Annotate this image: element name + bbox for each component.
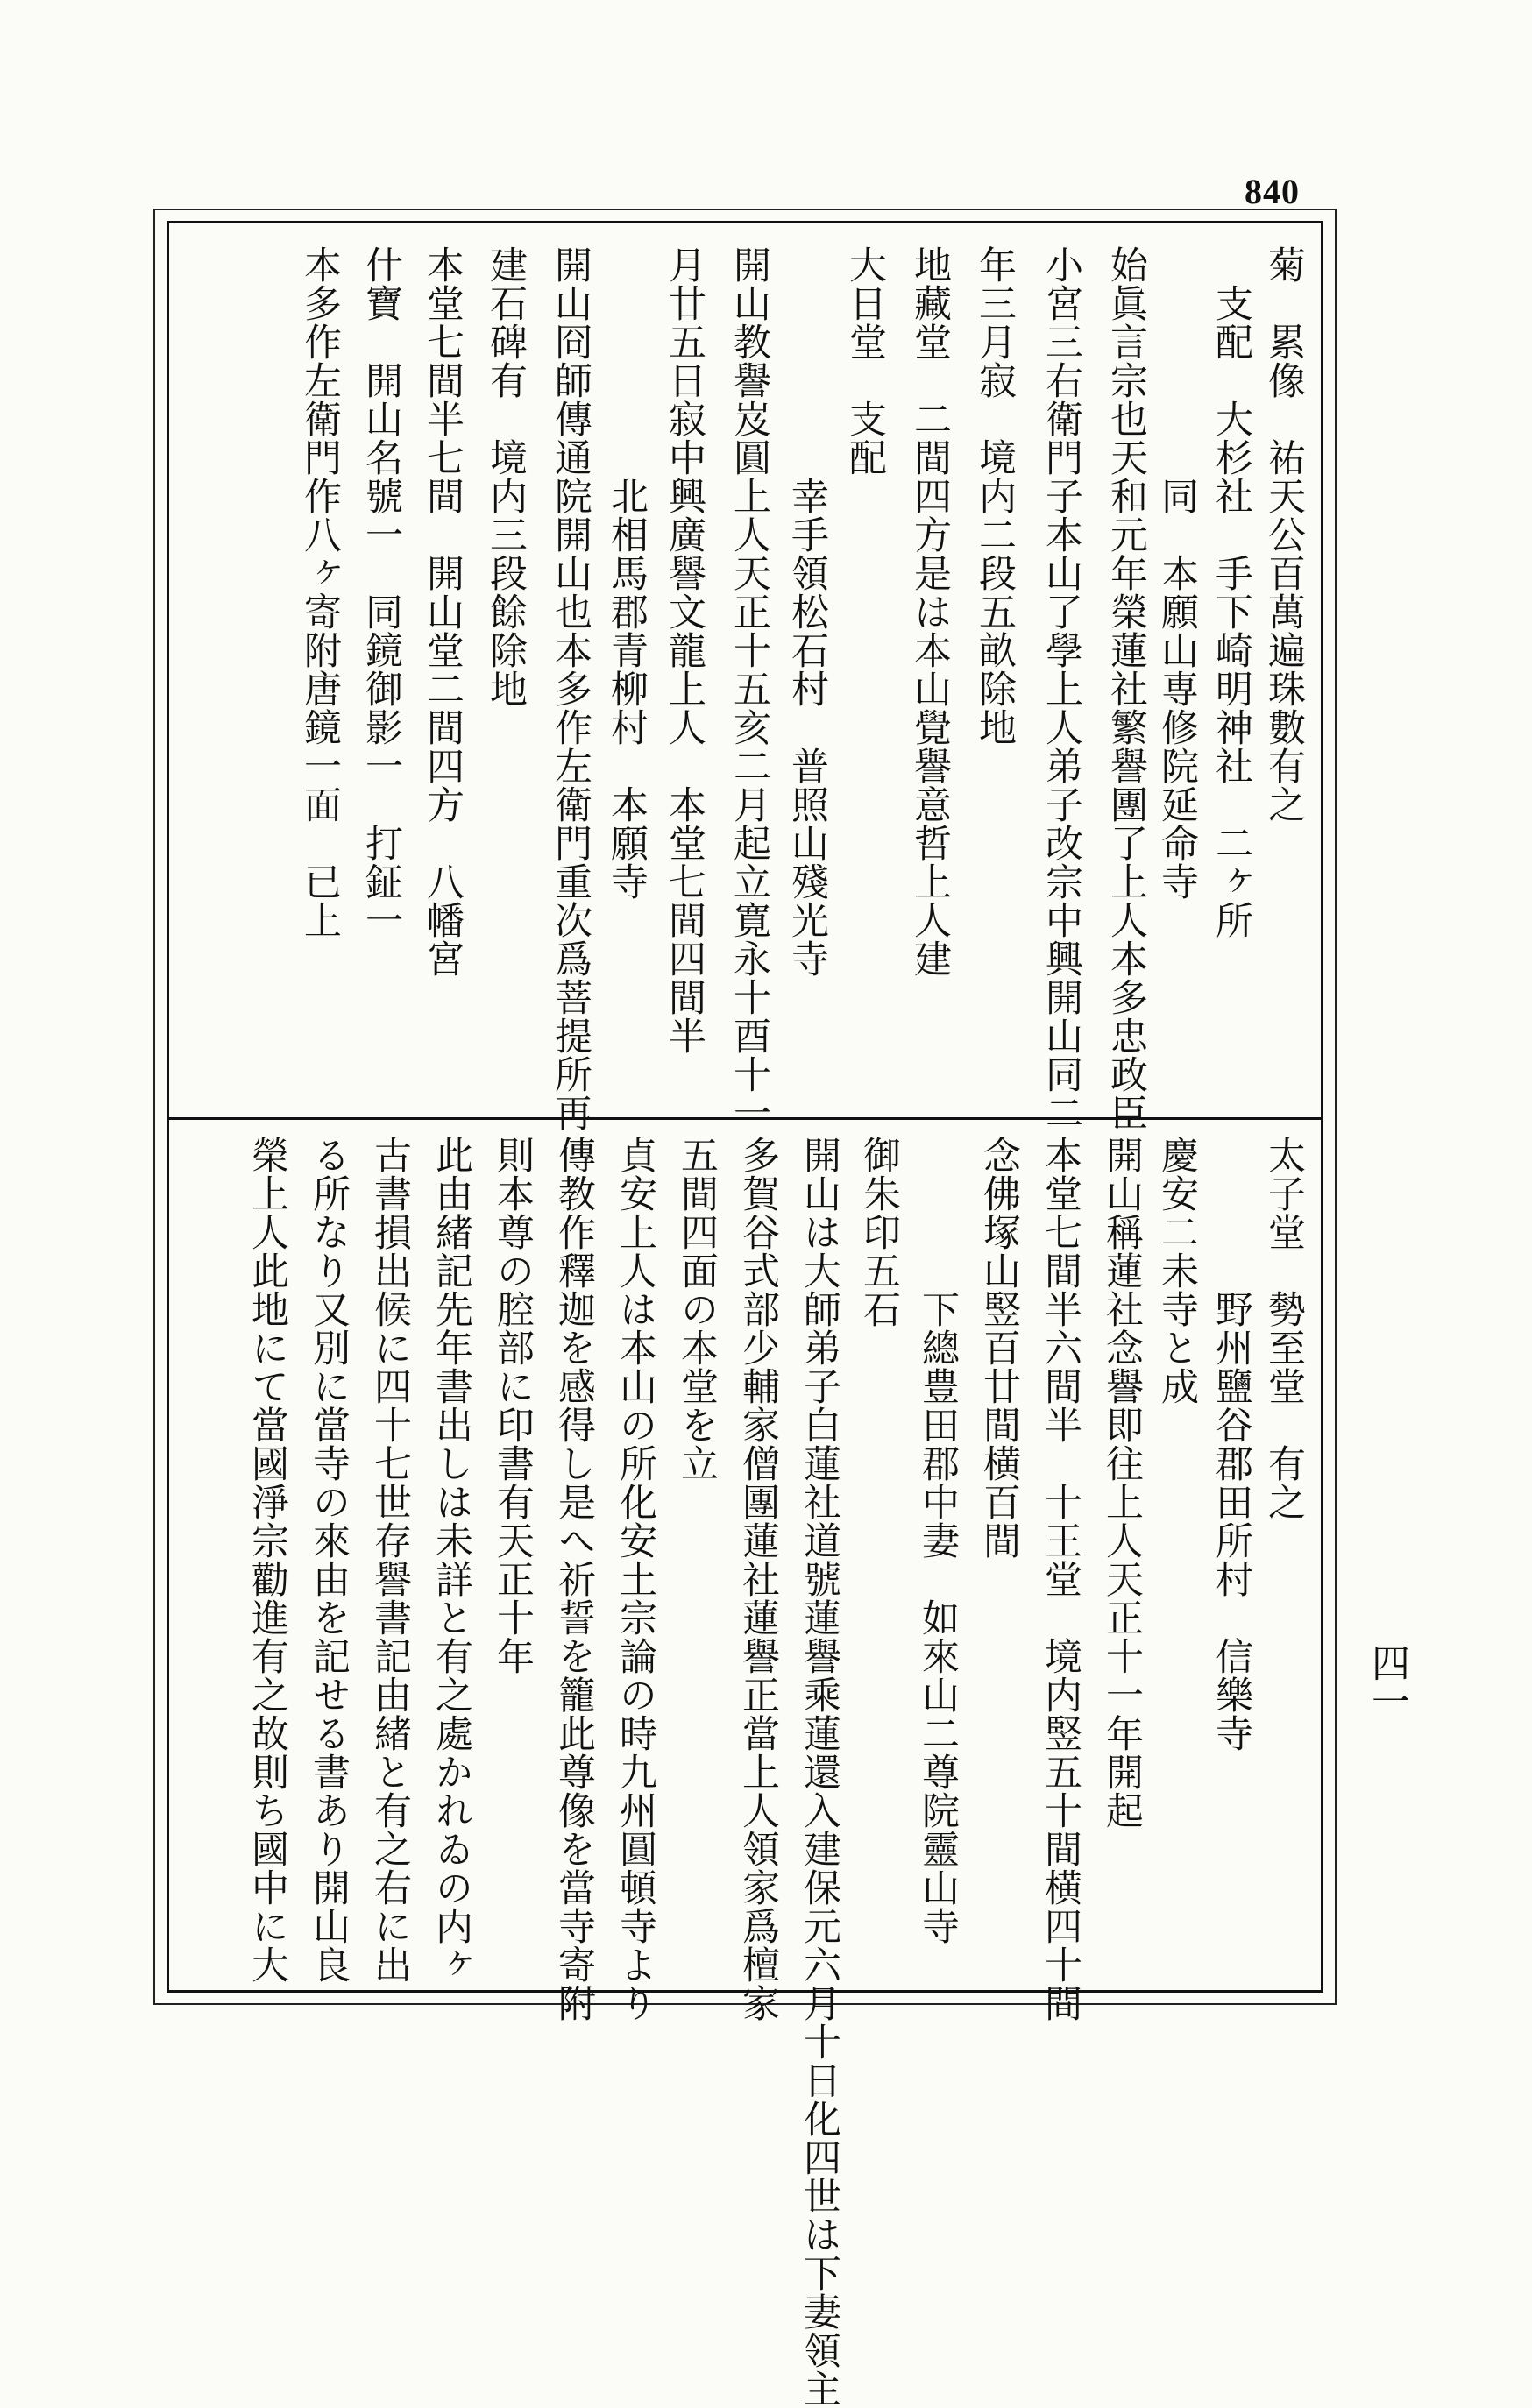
- side-page-label: 四一: [1365, 1643, 1409, 1720]
- text-column: 本堂七間半六間半 十王堂 境内竪五十間横四十間: [1039, 1136, 1082, 2022]
- text-column: 古書損出候に四十七世存譽書記由緒と有之右に出: [368, 1136, 412, 1984]
- text-column: 大日堂 支配: [843, 245, 887, 477]
- text-column: 小宮三右衛門子本山了學上人弟子改宗中興開山同二: [1039, 245, 1083, 1132]
- text-column: る所なり又別に當寺の來由を記せる書あり開山良: [307, 1136, 351, 1984]
- text-column: 建石碑有 境内三段餘除地: [484, 245, 528, 708]
- text-column: 本堂七間半七間 開山堂二間四方 八幡宮: [421, 245, 465, 978]
- text-column: 慶安二未寺と成: [1155, 1136, 1199, 1406]
- lower-text-block: [182, 1136, 1309, 2408]
- text-column: 此由緒記先年書出しは未詳と有之處かれゐの内ヶ: [429, 1136, 473, 1984]
- text-column: 北相馬郡青柳村 本願寺: [605, 245, 649, 901]
- text-column: 幸手領松石村 普照山殘光寺: [785, 245, 829, 978]
- text-column: 月廿五日寂中興廣譽文龍上人 本堂七間四間半: [663, 245, 706, 1055]
- text-column: 貞安上人は本山の所化安土宗論の時九州圓頓寺より: [614, 1136, 657, 2022]
- text-column: 則本尊の腔部に印書有天正十年: [491, 1136, 535, 1675]
- text-column: 同 本願山専修院延命寺: [1155, 245, 1199, 901]
- text-column: 多賀谷式部少輔家僧團蓮社蓮譽正當上人領家爲檀家: [736, 1136, 780, 2022]
- text-column: 開山は大師弟子白蓮社道號蓮譽乘蓮還入建保元六月十日化四世は下妻領主: [798, 1136, 841, 2408]
- text-column: 開山教譽岌圓上人天正十五亥二月起立寛永十酉十一: [727, 245, 771, 1132]
- text-column: 太子堂 勢至堂 有之: [1262, 1136, 1306, 1521]
- text-column: 野州鹽谷郡田所村 信樂寺: [1209, 1136, 1253, 1753]
- text-column: 年三月寂 境内二段五畝除地: [973, 245, 1017, 747]
- text-column: 開山冏師傳通院開山也本多作左衛門重次爲菩提所再: [549, 245, 592, 1132]
- text-column: 始眞言宗也天和元年榮蓮社繁譽團了上人本多忠政臣: [1104, 245, 1148, 1132]
- text-column: 開山稱蓮社念譽即往上人天正十一年開起: [1100, 1136, 1144, 1830]
- text-column: 本多作左衛門作八ヶ寄附唐鏡一面 已上: [298, 245, 342, 939]
- text-column: 五間四面の本堂を立: [675, 1136, 719, 1483]
- text-column: 念佛塚山竪百廿間横百間: [977, 1136, 1021, 1560]
- text-column: 下總豊田郡中妻 如來山二尊院靈山寺: [916, 1136, 960, 1945]
- text-column: 什寶 開山名號一 同鏡御影一 打鉦一: [359, 245, 403, 939]
- text-column: 地藏堂 二間四方是は本山覺譽意哲上人建: [908, 245, 952, 978]
- text-column: 支配 大杉社 手下崎明神社 二ヶ所: [1209, 245, 1253, 939]
- text-column: 榮上人此地にて當國淨宗勸進有之故則ち國中に大: [245, 1136, 289, 1984]
- upper-text-block: [182, 245, 1309, 1132]
- text-column: 御朱印五石: [857, 1136, 901, 1328]
- text-column: 傳教作釋迦を感得し是へ祈誓を籠此尊像を當寺寄附: [552, 1136, 596, 2022]
- page-number: 840: [1245, 172, 1300, 211]
- text-column: 菊 累像 祐天公百萬遍珠數有之: [1262, 245, 1306, 824]
